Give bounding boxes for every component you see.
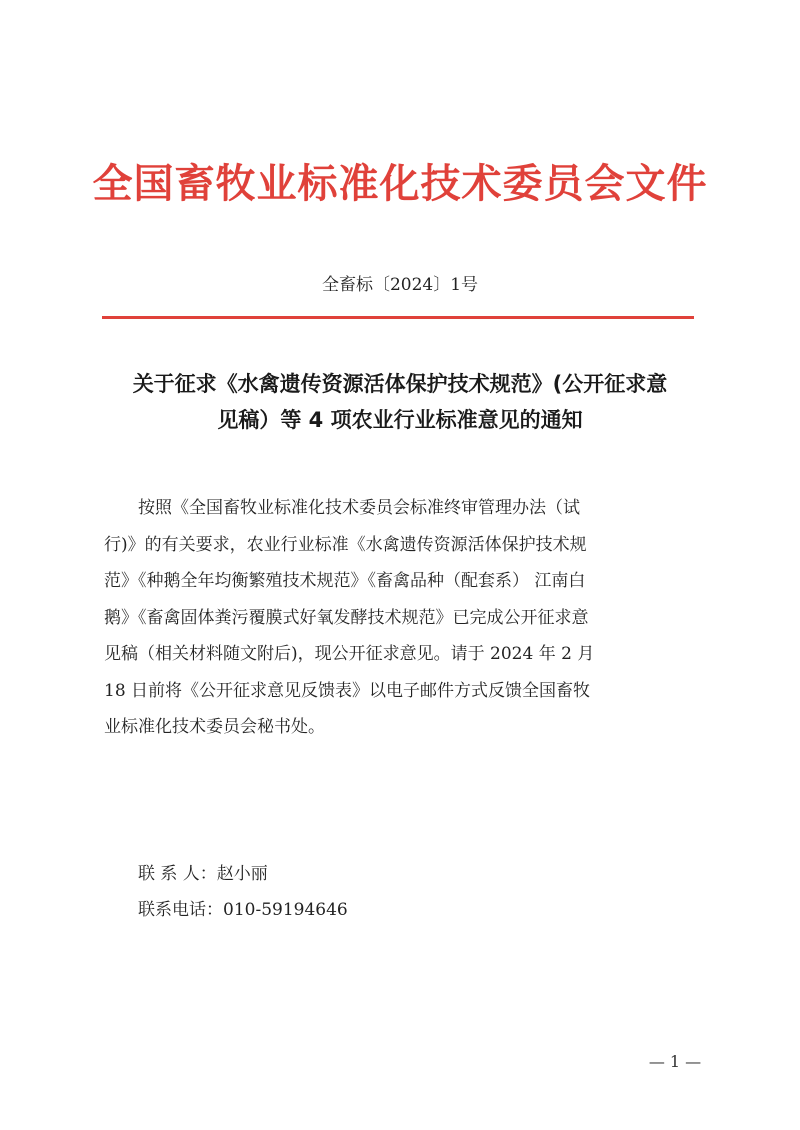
notice-body [104,490,704,746]
notice-title-line: 关于征求《水禽遗传资源活体保护技术规范》(公开征求意 [132,372,668,396]
contact-phone: 联系电话：010-59194646 [138,900,348,920]
body-line: 业标准化技术委员会秘书处。 [104,717,325,737]
body-line: 行)》的有关要求，农业行业标准《水禽遗传资源活体保护技术规 [104,534,587,555]
page-number: — 1 — [648,1052,702,1071]
contact-person: 联 系 人：赵小丽 [138,864,268,884]
body-line: 按照《全国畜牧业标准化技术委员会标准终审管理办法（试 [138,498,580,518]
red-divider-line [102,316,694,319]
notice-title [88,366,712,438]
contact-info [138,856,348,928]
document-header-title: 全国畜牧业标准化技术委员会文件 [92,161,708,207]
body-line: 见稿（相关材料随文附后)，现公开征求意见。请于 2024 年 2 月 [104,644,595,664]
body-line: 18 日前将《公开征求意见反馈表》以电子邮件方式反馈全国畜牧 [104,680,591,701]
notice-title-line: 见稿）等 4 项农业行业标准意见的通知 [217,408,583,432]
body-line: 鹅》《畜禽固体粪污覆膜式好氧发酵技术规范》已完成公开征求意 [104,607,589,628]
document-number: 全畜标〔2024〕1号 [321,275,479,295]
body-line: 范》《种鹅全年均衡繁殖技术规范》《畜禽品种（配套系） 江南白 [104,571,586,591]
